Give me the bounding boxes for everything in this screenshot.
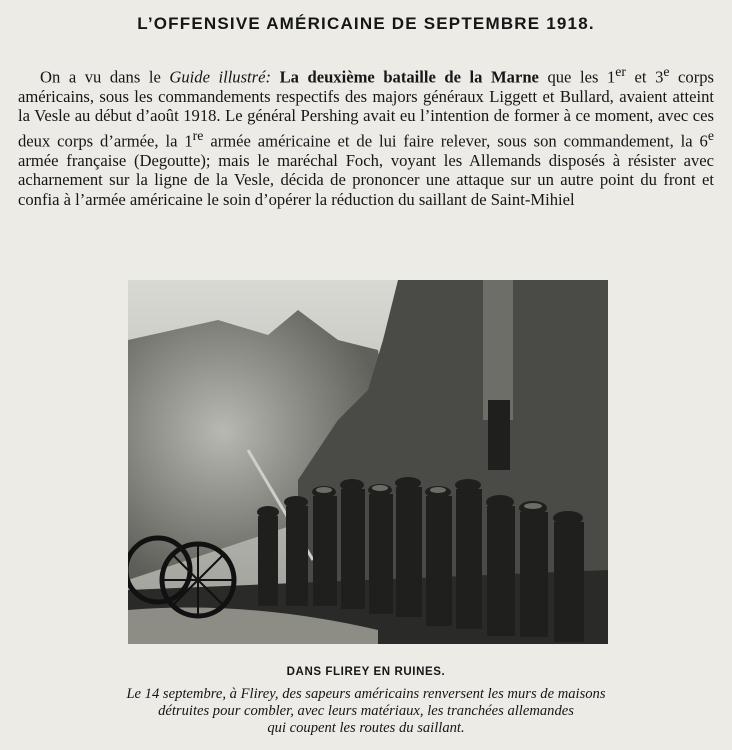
superscript-e-2: e — [707, 127, 714, 143]
article-paragraph — [18, 62, 714, 209]
paragraph-text-4: armée américaine et de lui faire relever, sous son commandement, la 6 — [203, 131, 708, 151]
photo-pillar — [483, 280, 513, 420]
guide-reference: Guide illustré: — [169, 67, 272, 87]
photo-caption-line-2: détruites pour combler, avec leurs matériaux, les tranchées allemandes — [158, 703, 574, 719]
article-title: L’OFFENSIVE AMÉRICAINE DE SEPTEMBRE 1918. — [137, 14, 595, 33]
paragraph-space — [271, 68, 280, 87]
paragraph-text-2: et 3 — [626, 67, 664, 87]
superscript-er: er — [615, 64, 626, 79]
photo-caption-line-3: qui coupent les routes du saillant. — [267, 720, 465, 736]
superscript-e-1: e — [663, 64, 670, 79]
photo-caption-title: DANS FLIREY EN RUINES. — [286, 666, 446, 678]
battle-reference: La deuxième bataille de la Marne — [279, 67, 539, 87]
paragraph-text-intro: On a vu dans le — [40, 67, 170, 87]
photograph-flirey-ruins — [128, 280, 608, 644]
photo-caption — [14, 686, 718, 737]
paragraph-text-3: corps américains, sous les commandements respectifs des majors généraux Liggett et Bullard, avaient atteint la Vesle au début d’août 1918. Le général Pershing avait eu l’intention de former à ce moment, avec ces deux corps d’armée, la 1 — [18, 67, 715, 151]
superscript-re: re — [192, 127, 204, 143]
paragraph-text-5: armée française (Degoutte); mais le maréchal Foch, voyant les Allemands disposés à résister avec acharnement sur la ligne de la Vesle, décida de prononcer une attaque sur un autre point du front et confia à l’armée américaine le soin d’opérer la réduction du saillant de Saint-Mihiel — [18, 150, 714, 209]
photo-illustration — [128, 280, 608, 644]
paragraph-text-1: que les 1 — [538, 67, 616, 87]
photo-caption-line-1: Le 14 septembre, à Flirey, des sapeurs américains renversent les murs de maisons — [126, 686, 606, 702]
